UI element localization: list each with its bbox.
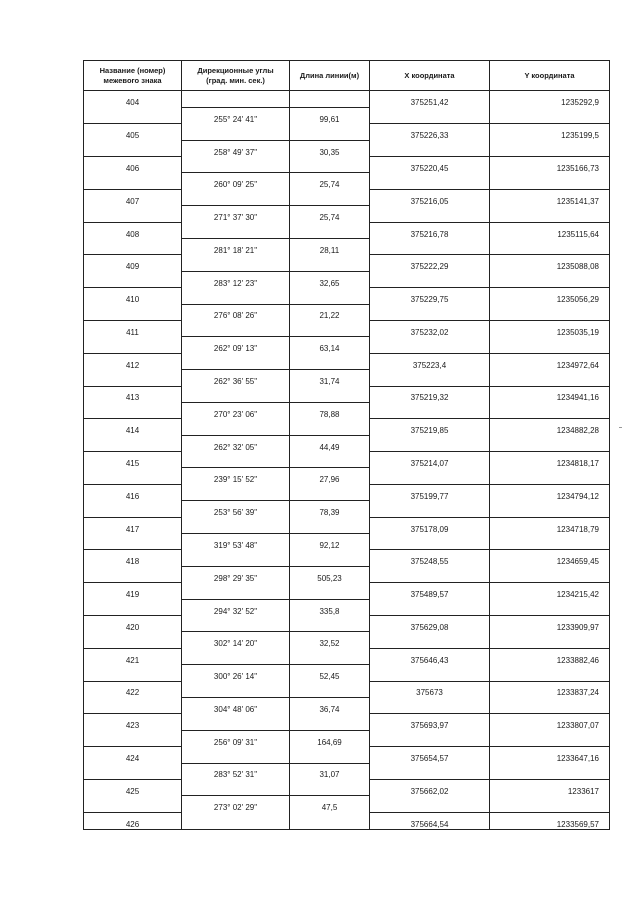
y-coordinate-cell: 1233647,16 — [490, 747, 610, 763]
direction-angle-cell — [182, 288, 290, 304]
y-coordinate-cell: 1235199,5 — [490, 124, 610, 140]
x-coordinate-cell: 375693,97 — [370, 714, 490, 730]
line-length-cell: 164,69 — [290, 730, 370, 746]
line-length-cell — [290, 222, 370, 238]
line-length-cell — [290, 124, 370, 140]
line-length-cell: 99,61 — [290, 107, 370, 123]
x-coordinate-cell — [370, 599, 490, 615]
line-length-cell — [290, 648, 370, 664]
y-coordinate-cell — [490, 271, 610, 287]
y-coordinate-cell — [490, 107, 610, 123]
table-row-segment — [84, 107, 610, 123]
line-length-cell: 505,23 — [290, 566, 370, 582]
y-coordinate-cell: 1233617 — [490, 779, 610, 795]
table-row-segment — [84, 697, 610, 713]
marker-name-cell — [84, 468, 182, 484]
table-body — [84, 91, 610, 830]
marker-name-cell: 421 — [84, 648, 182, 664]
y-coordinate-cell: 1235166,73 — [490, 157, 610, 173]
direction-angle-cell: 239° 15' 52" — [182, 468, 290, 484]
marker-name-cell — [84, 173, 182, 189]
direction-angle-cell — [182, 255, 290, 271]
direction-angle-cell: 262° 36' 55" — [182, 370, 290, 386]
marker-name-cell: 410 — [84, 288, 182, 304]
direction-angle-cell: 258° 49' 37" — [182, 140, 290, 156]
marker-name-cell — [84, 140, 182, 156]
direction-angle-cell: 281° 18' 21" — [182, 239, 290, 255]
direction-angle-cell — [182, 714, 290, 730]
line-length-cell — [290, 484, 370, 500]
y-coordinate-cell — [490, 632, 610, 648]
table-row-point — [84, 681, 610, 697]
marker-name-cell — [84, 599, 182, 615]
direction-angle-cell — [182, 222, 290, 238]
marker-name-cell: 405 — [84, 124, 182, 140]
marker-name-cell — [84, 501, 182, 517]
line-length-cell: 27,96 — [290, 468, 370, 484]
direction-angle-cell — [182, 648, 290, 664]
marker-name-cell: 418 — [84, 550, 182, 566]
x-coordinate-cell — [370, 370, 490, 386]
table-header-row — [84, 61, 610, 91]
table-row-point — [84, 288, 610, 304]
y-coordinate-cell — [490, 206, 610, 222]
table-row-point — [84, 550, 610, 566]
table-row-point — [84, 255, 610, 271]
direction-angle-cell: 283° 12' 23" — [182, 271, 290, 287]
table-row-point — [84, 812, 610, 829]
marker-name-cell — [84, 304, 182, 320]
line-length-cell — [290, 288, 370, 304]
direction-angle-cell — [182, 353, 290, 369]
x-coordinate-cell: 375251,42 — [370, 91, 490, 108]
table-row-point — [84, 484, 610, 500]
x-coordinate-cell — [370, 206, 490, 222]
line-length-cell — [290, 419, 370, 435]
x-coordinate-cell — [370, 271, 490, 287]
x-coordinate-cell: 375223,4 — [370, 353, 490, 369]
y-coordinate-cell: 1234941,16 — [490, 386, 610, 402]
x-coordinate-cell — [370, 435, 490, 451]
y-coordinate-cell: 1233569,57 — [490, 812, 610, 829]
header-direction-angle — [182, 61, 290, 91]
y-coordinate-cell — [490, 304, 610, 320]
x-coordinate-cell — [370, 665, 490, 681]
x-coordinate-cell — [370, 697, 490, 713]
table-row-segment — [84, 337, 610, 353]
marker-name-cell — [84, 796, 182, 812]
y-coordinate-cell — [490, 402, 610, 418]
marker-name-cell: 417 — [84, 517, 182, 533]
marker-name-cell: 422 — [84, 681, 182, 697]
table-row-segment — [84, 534, 610, 550]
table-row-point — [84, 452, 610, 468]
x-coordinate-cell: 375229,75 — [370, 288, 490, 304]
y-coordinate-cell — [490, 665, 610, 681]
x-coordinate-cell: 375214,07 — [370, 452, 490, 468]
table-row-point — [84, 616, 610, 632]
y-coordinate-cell — [490, 730, 610, 746]
y-coordinate-cell: 1234972,64 — [490, 353, 610, 369]
y-coordinate-cell — [490, 173, 610, 189]
marker-name-cell: 413 — [84, 386, 182, 402]
y-coordinate-cell — [490, 697, 610, 713]
x-coordinate-cell: 375216,05 — [370, 189, 490, 205]
direction-angle-cell — [182, 386, 290, 402]
direction-angle-cell: 271° 37' 30" — [182, 206, 290, 222]
table-row-point — [84, 91, 610, 108]
header-line-length: Длина линии(м) — [290, 61, 370, 91]
table-row-segment — [84, 370, 610, 386]
table-row-segment — [84, 665, 610, 681]
line-length-cell — [290, 157, 370, 173]
line-length-cell: 63,14 — [290, 337, 370, 353]
header-marker-name-line1: Название (номер) — [99, 65, 166, 75]
line-length-cell: 28,11 — [290, 239, 370, 255]
line-length-cell: 52,45 — [290, 665, 370, 681]
x-coordinate-cell: 375664,54 — [370, 812, 490, 829]
y-coordinate-cell: 1233807,07 — [490, 714, 610, 730]
marker-name-cell: 414 — [84, 419, 182, 435]
table-row-segment — [84, 271, 610, 287]
marker-name-cell — [84, 632, 182, 648]
x-coordinate-cell — [370, 337, 490, 353]
x-coordinate-cell: 375646,43 — [370, 648, 490, 664]
direction-angle-cell — [182, 779, 290, 795]
direction-angle-cell: 262° 32' 05" — [182, 435, 290, 451]
direction-angle-cell — [182, 320, 290, 336]
line-length-cell: 78,88 — [290, 402, 370, 418]
y-coordinate-cell: 1234794,12 — [490, 484, 610, 500]
y-coordinate-cell — [490, 566, 610, 582]
y-coordinate-cell: 1233882,46 — [490, 648, 610, 664]
table-row-segment — [84, 173, 610, 189]
x-coordinate-cell — [370, 239, 490, 255]
marker-name-cell — [84, 206, 182, 222]
direction-angle-cell — [182, 91, 290, 108]
x-coordinate-cell — [370, 566, 490, 582]
table-row-segment — [84, 402, 610, 418]
direction-angle-cell — [182, 517, 290, 533]
table-row-point — [84, 189, 610, 205]
document-page — [83, 60, 609, 830]
marker-name-cell — [84, 566, 182, 582]
x-coordinate-cell: 375662,02 — [370, 779, 490, 795]
direction-angle-cell — [182, 616, 290, 632]
header-direction-angle-line1: Дирекционные углы — [197, 65, 274, 75]
line-length-cell: 32,65 — [290, 271, 370, 287]
table-row-segment — [84, 239, 610, 255]
marker-name-cell — [84, 337, 182, 353]
table-row-segment — [84, 730, 610, 746]
line-length-cell: 31,07 — [290, 763, 370, 779]
table-row-point — [84, 714, 610, 730]
x-coordinate-cell: 375219,32 — [370, 386, 490, 402]
x-coordinate-cell — [370, 468, 490, 484]
y-coordinate-cell: 1234215,42 — [490, 583, 610, 599]
header-x-coordinate: X координата — [370, 61, 490, 91]
x-coordinate-cell — [370, 501, 490, 517]
marker-name-cell — [84, 402, 182, 418]
line-length-cell — [290, 320, 370, 336]
line-length-cell — [290, 550, 370, 566]
table-row-point — [84, 386, 610, 402]
table-row-segment — [84, 796, 610, 812]
marker-name-cell — [84, 534, 182, 550]
line-length-cell — [290, 583, 370, 599]
header-marker-name — [84, 61, 182, 91]
table-row-segment — [84, 599, 610, 615]
line-length-cell — [290, 714, 370, 730]
table-row-point — [84, 353, 610, 369]
x-coordinate-cell — [370, 402, 490, 418]
line-length-cell: 92,12 — [290, 534, 370, 550]
direction-angle-cell: 255° 24' 41" — [182, 107, 290, 123]
header-y-coordinate: Y координата — [490, 61, 610, 91]
marker-name-cell — [84, 435, 182, 451]
y-coordinate-cell — [490, 370, 610, 386]
line-length-cell — [290, 452, 370, 468]
direction-angle-cell: 253° 56' 39" — [182, 501, 290, 517]
table-row-segment — [84, 435, 610, 451]
table-row-segment — [84, 140, 610, 156]
direction-angle-cell — [182, 583, 290, 599]
line-length-cell — [290, 386, 370, 402]
line-length-cell: 32,52 — [290, 632, 370, 648]
y-coordinate-cell: 1234718,79 — [490, 517, 610, 533]
direction-angle-cell: 256° 09' 31" — [182, 730, 290, 746]
marker-name-cell — [84, 271, 182, 287]
y-coordinate-cell — [490, 763, 610, 779]
direction-angle-cell: 302° 14' 20" — [182, 632, 290, 648]
direction-angle-cell: 300° 26' 14" — [182, 665, 290, 681]
direction-angle-cell: 273° 02' 29" — [182, 796, 290, 812]
y-coordinate-cell — [490, 239, 610, 255]
x-coordinate-cell — [370, 304, 490, 320]
x-coordinate-cell: 375178,09 — [370, 517, 490, 533]
line-length-cell — [290, 91, 370, 108]
direction-angle-cell — [182, 452, 290, 468]
y-coordinate-cell — [490, 140, 610, 156]
y-coordinate-cell — [490, 599, 610, 615]
table-row-segment — [84, 501, 610, 517]
y-coordinate-cell: 1235141,37 — [490, 189, 610, 205]
x-coordinate-cell: 375226,33 — [370, 124, 490, 140]
y-coordinate-cell: 1234659,45 — [490, 550, 610, 566]
x-coordinate-cell: 375199,77 — [370, 484, 490, 500]
x-coordinate-cell: 375654,57 — [370, 747, 490, 763]
line-length-cell — [290, 616, 370, 632]
table-row-point — [84, 419, 610, 435]
marker-name-cell: 420 — [84, 616, 182, 632]
x-coordinate-cell: 375673 — [370, 681, 490, 697]
scan-speck — [619, 427, 622, 428]
direction-angle-cell — [182, 124, 290, 140]
marker-name-cell — [84, 107, 182, 123]
table-row-point — [84, 583, 610, 599]
direction-angle-cell — [182, 419, 290, 435]
x-coordinate-cell: 375219,85 — [370, 419, 490, 435]
x-coordinate-cell — [370, 730, 490, 746]
direction-angle-cell: 260° 09' 25" — [182, 173, 290, 189]
x-coordinate-cell: 375248,55 — [370, 550, 490, 566]
direction-angle-cell: 283° 52' 31" — [182, 763, 290, 779]
line-length-cell — [290, 747, 370, 763]
marker-name-cell — [84, 665, 182, 681]
x-coordinate-cell — [370, 140, 490, 156]
x-coordinate-cell: 375216,78 — [370, 222, 490, 238]
direction-angle-cell: 298° 29' 35" — [182, 566, 290, 582]
table-row-segment — [84, 206, 610, 222]
y-coordinate-cell — [490, 501, 610, 517]
y-coordinate-cell: 1235056,29 — [490, 288, 610, 304]
line-length-cell — [290, 189, 370, 205]
direction-angle-cell: 270° 23' 06" — [182, 402, 290, 418]
x-coordinate-cell — [370, 796, 490, 812]
marker-name-cell: 408 — [84, 222, 182, 238]
table-row-segment — [84, 632, 610, 648]
line-length-cell: 25,74 — [290, 206, 370, 222]
marker-name-cell: 426 — [84, 812, 182, 829]
y-coordinate-cell — [490, 796, 610, 812]
marker-name-cell: 406 — [84, 157, 182, 173]
marker-name-cell: 415 — [84, 452, 182, 468]
boundary-coordinates-table — [83, 60, 610, 830]
y-coordinate-cell — [490, 435, 610, 451]
marker-name-cell: 424 — [84, 747, 182, 763]
table-row-segment — [84, 763, 610, 779]
table-row-point — [84, 124, 610, 140]
marker-name-cell — [84, 763, 182, 779]
table-row-point — [84, 320, 610, 336]
y-coordinate-cell: 1234818,17 — [490, 452, 610, 468]
direction-angle-cell: 319° 53' 48" — [182, 534, 290, 550]
x-coordinate-cell — [370, 173, 490, 189]
line-length-cell: 21,22 — [290, 304, 370, 320]
line-length-cell — [290, 812, 370, 829]
header-marker-name-line2: межевого знака — [103, 75, 162, 85]
direction-angle-cell — [182, 484, 290, 500]
direction-angle-cell — [182, 681, 290, 697]
marker-name-cell: 423 — [84, 714, 182, 730]
y-coordinate-cell — [490, 337, 610, 353]
direction-angle-cell — [182, 747, 290, 763]
y-coordinate-cell: 1235035,19 — [490, 320, 610, 336]
direction-angle-cell: 294° 32' 52" — [182, 599, 290, 615]
x-coordinate-cell — [370, 107, 490, 123]
line-length-cell: 31,74 — [290, 370, 370, 386]
marker-name-cell: 412 — [84, 353, 182, 369]
line-length-cell — [290, 353, 370, 369]
marker-name-cell: 411 — [84, 320, 182, 336]
line-length-cell — [290, 517, 370, 533]
direction-angle-cell: 276° 08' 26" — [182, 304, 290, 320]
line-length-cell: 335,8 — [290, 599, 370, 615]
direction-angle-cell — [182, 550, 290, 566]
direction-angle-cell — [182, 812, 290, 829]
marker-name-cell — [84, 697, 182, 713]
table-row-point — [84, 779, 610, 795]
direction-angle-cell — [182, 157, 290, 173]
y-coordinate-cell: 1235115,64 — [490, 222, 610, 238]
x-coordinate-cell — [370, 534, 490, 550]
line-length-cell: 36,74 — [290, 697, 370, 713]
marker-name-cell: 404 — [84, 91, 182, 108]
marker-name-cell: 425 — [84, 779, 182, 795]
x-coordinate-cell: 375629,08 — [370, 616, 490, 632]
direction-angle-cell: 304° 48' 06" — [182, 697, 290, 713]
x-coordinate-cell: 375232,02 — [370, 320, 490, 336]
marker-name-cell — [84, 370, 182, 386]
y-coordinate-cell — [490, 468, 610, 484]
table-row-point — [84, 517, 610, 533]
marker-name-cell: 407 — [84, 189, 182, 205]
direction-angle-cell: 262° 09' 13" — [182, 337, 290, 353]
x-coordinate-cell: 375220,45 — [370, 157, 490, 173]
table-row-point — [84, 747, 610, 763]
table-row-segment — [84, 566, 610, 582]
line-length-cell: 47,5 — [290, 796, 370, 812]
y-coordinate-cell: 1235292,9 — [490, 91, 610, 108]
line-length-cell — [290, 779, 370, 795]
table-row-point — [84, 648, 610, 664]
y-coordinate-cell: 1233837,24 — [490, 681, 610, 697]
line-length-cell: 44,49 — [290, 435, 370, 451]
marker-name-cell: 419 — [84, 583, 182, 599]
line-length-cell: 30,35 — [290, 140, 370, 156]
marker-name-cell — [84, 239, 182, 255]
y-coordinate-cell: 1234882,28 — [490, 419, 610, 435]
line-length-cell: 25,74 — [290, 173, 370, 189]
marker-name-cell — [84, 730, 182, 746]
direction-angle-cell — [182, 189, 290, 205]
header-direction-angle-line2: (град. мин. сек.) — [206, 75, 265, 85]
marker-name-cell: 416 — [84, 484, 182, 500]
y-coordinate-cell: 1233909,97 — [490, 616, 610, 632]
line-length-cell — [290, 681, 370, 697]
y-coordinate-cell: 1235088,08 — [490, 255, 610, 271]
table-row-point — [84, 157, 610, 173]
x-coordinate-cell: 375489,57 — [370, 583, 490, 599]
table-row-segment — [84, 304, 610, 320]
x-coordinate-cell: 375222,29 — [370, 255, 490, 271]
y-coordinate-cell — [490, 534, 610, 550]
x-coordinate-cell — [370, 632, 490, 648]
table-row-segment — [84, 468, 610, 484]
table-row-point — [84, 222, 610, 238]
line-length-cell — [290, 255, 370, 271]
x-coordinate-cell — [370, 763, 490, 779]
marker-name-cell: 409 — [84, 255, 182, 271]
line-length-cell: 78,39 — [290, 501, 370, 517]
